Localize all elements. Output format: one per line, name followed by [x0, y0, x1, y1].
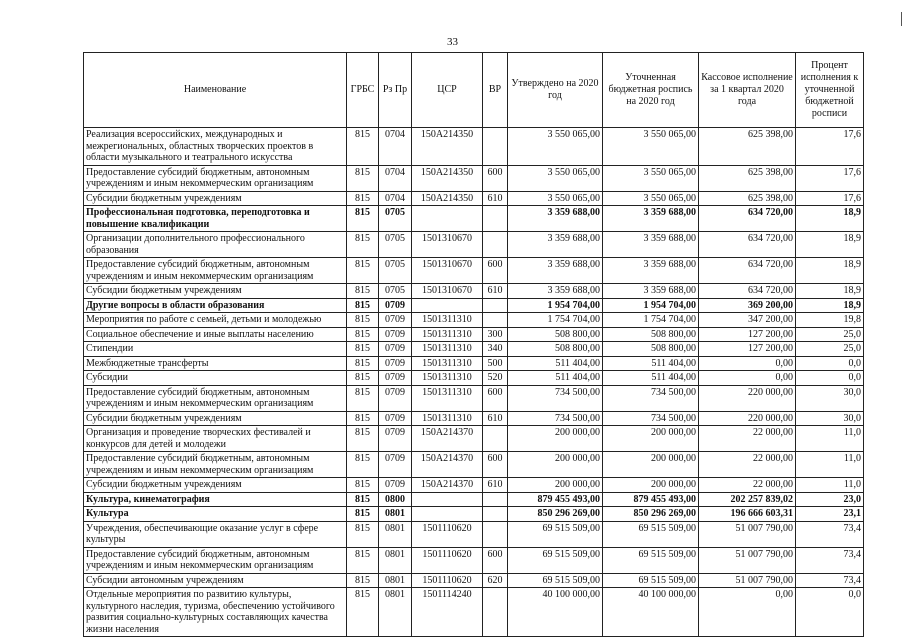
cell-cash: 0,00: [699, 588, 796, 637]
cell-approved: 69 515 509,00: [508, 521, 603, 547]
table-row: [84, 313, 864, 328]
cell-rzpr: 0705: [379, 284, 412, 299]
cell-cash: 220 000,00: [699, 411, 796, 426]
cell-csr: 150A214350: [412, 165, 483, 191]
header-vr: ВР: [483, 53, 508, 128]
cell-grbs: 815: [347, 385, 379, 411]
cell-rzpr: 0709: [379, 371, 412, 386]
cell-csr: 1501311310: [412, 411, 483, 426]
cell-cash: 347 200,00: [699, 313, 796, 328]
header-approved: Утверждено на 2020 год: [508, 53, 603, 128]
cell-vr: [483, 588, 508, 637]
cell-approved: 200 000,00: [508, 452, 603, 478]
cell-vr: 620: [483, 573, 508, 588]
header-cash: Кассовое исполнение за 1 квартал 2020 года: [699, 53, 796, 128]
table-row: [84, 298, 864, 313]
cell-rzpr: 0709: [379, 411, 412, 426]
cell-cash: 22 000,00: [699, 452, 796, 478]
cell-grbs: 815: [347, 313, 379, 328]
cell-approved: 879 455 493,00: [508, 492, 603, 507]
cell-rzpr: 0709: [379, 452, 412, 478]
cell-rzpr: 0705: [379, 232, 412, 258]
cell-approved: 200 000,00: [508, 478, 603, 493]
cell-name: Предоставление субсидий бюджетным, автономным учреждениям и иным некоммерческим организациям: [84, 258, 347, 284]
cell-percent: 11,0: [796, 478, 864, 493]
cell-grbs: 815: [347, 426, 379, 452]
cell-grbs: 815: [347, 232, 379, 258]
cell-grbs: 815: [347, 327, 379, 342]
cell-percent: 19,8: [796, 313, 864, 328]
cell-percent: 17,6: [796, 165, 864, 191]
table-row: [84, 128, 864, 166]
table-row: [84, 258, 864, 284]
cell-approved: 511 404,00: [508, 371, 603, 386]
cell-refined: 3 359 688,00: [603, 258, 699, 284]
cell-vr: [483, 298, 508, 313]
cell-csr: 1501311310: [412, 342, 483, 357]
cell-refined: 3 550 065,00: [603, 191, 699, 206]
cell-grbs: 815: [347, 258, 379, 284]
cell-vr: 300: [483, 327, 508, 342]
table-row: [84, 573, 864, 588]
cell-csr: 150A214370: [412, 452, 483, 478]
cell-grbs: 815: [347, 492, 379, 507]
cell-rzpr: 0801: [379, 547, 412, 573]
table-row: [84, 342, 864, 357]
cell-approved: 1 754 704,00: [508, 313, 603, 328]
cell-approved: 3 359 688,00: [508, 232, 603, 258]
cell-cash: 369 200,00: [699, 298, 796, 313]
table-row: [84, 492, 864, 507]
cell-refined: 3 550 065,00: [603, 128, 699, 166]
cell-cash: 22 000,00: [699, 478, 796, 493]
cell-refined: 1 954 704,00: [603, 298, 699, 313]
page-number: 33: [447, 36, 458, 48]
cell-percent: 18,9: [796, 298, 864, 313]
cell-approved: 3 550 065,00: [508, 191, 603, 206]
cell-rzpr: 0709: [379, 327, 412, 342]
cell-approved: 3 359 688,00: [508, 284, 603, 299]
cell-vr: 600: [483, 452, 508, 478]
cell-vr: [483, 507, 508, 522]
cell-percent: 25,0: [796, 342, 864, 357]
cell-cash: 634 720,00: [699, 232, 796, 258]
cell-vr: [483, 492, 508, 507]
cell-refined: 734 500,00: [603, 411, 699, 426]
cell-refined: 200 000,00: [603, 478, 699, 493]
cell-vr: 610: [483, 478, 508, 493]
cell-grbs: 815: [347, 521, 379, 547]
cell-name: Предоставление субсидий бюджетным, автономным учреждениям и иным некоммерческим организациям: [84, 165, 347, 191]
cell-grbs: 815: [347, 371, 379, 386]
cell-name: Культура: [84, 507, 347, 522]
cell-csr: 1501110620: [412, 521, 483, 547]
cell-percent: 73,4: [796, 521, 864, 547]
header-rzpr: Рз Пр: [379, 53, 412, 128]
cell-name: Культура, кинематография: [84, 492, 347, 507]
cell-grbs: 815: [347, 411, 379, 426]
cell-approved: 508 800,00: [508, 327, 603, 342]
page-edge-mark: [901, 12, 902, 26]
cell-rzpr: 0800: [379, 492, 412, 507]
cell-percent: 18,9: [796, 258, 864, 284]
cell-csr: 1501310670: [412, 258, 483, 284]
cell-refined: 1 754 704,00: [603, 313, 699, 328]
cell-refined: 69 515 509,00: [603, 573, 699, 588]
cell-csr: [412, 298, 483, 313]
cell-cash: 51 007 790,00: [699, 521, 796, 547]
cell-csr: [412, 206, 483, 232]
cell-approved: 3 359 688,00: [508, 258, 603, 284]
table-row: [84, 588, 864, 637]
cell-grbs: 815: [347, 165, 379, 191]
cell-csr: 1501311310: [412, 385, 483, 411]
cell-rzpr: 0705: [379, 206, 412, 232]
cell-grbs: 815: [347, 478, 379, 493]
cell-grbs: 815: [347, 547, 379, 573]
cell-vr: [483, 521, 508, 547]
cell-cash: 22 000,00: [699, 426, 796, 452]
cell-grbs: 815: [347, 191, 379, 206]
cell-approved: 3 550 065,00: [508, 165, 603, 191]
cell-cash: 634 720,00: [699, 284, 796, 299]
cell-name: Мероприятия по работе с семьей, детьми и молодежью: [84, 313, 347, 328]
cell-approved: 734 500,00: [508, 385, 603, 411]
cell-refined: 200 000,00: [603, 452, 699, 478]
cell-refined: 69 515 509,00: [603, 521, 699, 547]
table-row: [84, 232, 864, 258]
cell-rzpr: 0709: [379, 342, 412, 357]
cell-refined: 511 404,00: [603, 371, 699, 386]
cell-vr: [483, 426, 508, 452]
cell-grbs: 815: [347, 356, 379, 371]
cell-csr: [412, 507, 483, 522]
cell-cash: 625 398,00: [699, 165, 796, 191]
cell-vr: 610: [483, 191, 508, 206]
header-percent: Процент исполнения к уточненной бюджетной росписи: [796, 53, 864, 128]
budget-table: [83, 52, 864, 637]
cell-vr: [483, 313, 508, 328]
cell-grbs: 815: [347, 206, 379, 232]
cell-approved: 850 296 269,00: [508, 507, 603, 522]
cell-name: Субсидии бюджетным учреждениям: [84, 284, 347, 299]
cell-refined: 508 800,00: [603, 327, 699, 342]
cell-name: Организация и проведение творческих фестивалей и конкурсов для детей и молодежи: [84, 426, 347, 452]
cell-cash: 220 000,00: [699, 385, 796, 411]
cell-csr: 1501311310: [412, 313, 483, 328]
cell-vr: [483, 206, 508, 232]
cell-csr: 1501310670: [412, 232, 483, 258]
cell-rzpr: 0705: [379, 258, 412, 284]
cell-percent: 25,0: [796, 327, 864, 342]
cell-grbs: 815: [347, 284, 379, 299]
cell-grbs: 815: [347, 342, 379, 357]
cell-csr: 1501311310: [412, 356, 483, 371]
table-body: [84, 128, 864, 637]
cell-percent: 17,6: [796, 191, 864, 206]
cell-percent: 18,9: [796, 232, 864, 258]
cell-name: Субсидии: [84, 371, 347, 386]
cell-percent: 11,0: [796, 452, 864, 478]
cell-percent: 23,0: [796, 492, 864, 507]
cell-refined: 734 500,00: [603, 385, 699, 411]
cell-name: Субсидии бюджетным учреждениям: [84, 478, 347, 493]
table-row: [84, 411, 864, 426]
cell-refined: 508 800,00: [603, 342, 699, 357]
cell-cash: 127 200,00: [699, 342, 796, 357]
cell-cash: 634 720,00: [699, 258, 796, 284]
cell-refined: 511 404,00: [603, 356, 699, 371]
cell-grbs: 815: [347, 573, 379, 588]
cell-name: Межбюджетные трансферты: [84, 356, 347, 371]
cell-percent: 0,0: [796, 371, 864, 386]
table-row: [84, 327, 864, 342]
cell-percent: 0,0: [796, 588, 864, 637]
cell-rzpr: 0709: [379, 298, 412, 313]
cell-csr: 1501311310: [412, 371, 483, 386]
cell-vr: 600: [483, 385, 508, 411]
cell-name: Субсидии автономным учреждениям: [84, 573, 347, 588]
cell-cash: 0,00: [699, 371, 796, 386]
cell-cash: 196 666 603,31: [699, 507, 796, 522]
table-row: [84, 191, 864, 206]
cell-grbs: 815: [347, 452, 379, 478]
cell-cash: 625 398,00: [699, 128, 796, 166]
cell-cash: 202 257 839,02: [699, 492, 796, 507]
cell-csr: 1501110620: [412, 573, 483, 588]
cell-csr: 1501311310: [412, 327, 483, 342]
cell-name: Профессиональная подготовка, переподготовка и повышение квалификации: [84, 206, 347, 232]
header-name: Наименование: [84, 53, 347, 128]
cell-vr: [483, 128, 508, 166]
cell-refined: 200 000,00: [603, 426, 699, 452]
cell-rzpr: 0801: [379, 521, 412, 547]
cell-refined: 3 550 065,00: [603, 165, 699, 191]
cell-vr: [483, 232, 508, 258]
cell-rzpr: 0704: [379, 128, 412, 166]
cell-percent: 23,1: [796, 507, 864, 522]
table-row: [84, 356, 864, 371]
cell-refined: 3 359 688,00: [603, 232, 699, 258]
table-row: [84, 452, 864, 478]
cell-name: Учреждения, обеспечивающие оказание услуг в сфере культуры: [84, 521, 347, 547]
cell-refined: 3 359 688,00: [603, 206, 699, 232]
cell-percent: 73,4: [796, 547, 864, 573]
cell-refined: 879 455 493,00: [603, 492, 699, 507]
cell-csr: 150A214370: [412, 426, 483, 452]
cell-name: Предоставление субсидий бюджетным, автономным учреждениям и иным некоммерческим организациям: [84, 385, 347, 411]
cell-vr: 520: [483, 371, 508, 386]
cell-vr: 600: [483, 258, 508, 284]
table-row: [84, 165, 864, 191]
cell-percent: 0,0: [796, 356, 864, 371]
cell-csr: 150A214370: [412, 478, 483, 493]
table-row: [84, 547, 864, 573]
header-grbs: ГРБС: [347, 53, 379, 128]
cell-csr: 150A214350: [412, 128, 483, 166]
cell-name: Предоставление субсидий бюджетным, автономным учреждениям и иным некоммерческим организациям: [84, 452, 347, 478]
cell-csr: 1501110620: [412, 547, 483, 573]
cell-name: Субсидии бюджетным учреждениям: [84, 191, 347, 206]
header-csr: ЦСР: [412, 53, 483, 128]
cell-approved: 69 515 509,00: [508, 573, 603, 588]
cell-grbs: 815: [347, 507, 379, 522]
cell-grbs: 815: [347, 588, 379, 637]
cell-vr: 610: [483, 411, 508, 426]
cell-cash: 634 720,00: [699, 206, 796, 232]
cell-vr: 600: [483, 165, 508, 191]
cell-percent: 30,0: [796, 411, 864, 426]
cell-rzpr: 0709: [379, 385, 412, 411]
cell-name: Другие вопросы в области образования: [84, 298, 347, 313]
cell-rzpr: 0709: [379, 426, 412, 452]
cell-approved: 3 550 065,00: [508, 128, 603, 166]
cell-csr: 1501310670: [412, 284, 483, 299]
cell-approved: 734 500,00: [508, 411, 603, 426]
cell-cash: 0,00: [699, 356, 796, 371]
table-header-row: [84, 53, 864, 128]
cell-percent: 18,9: [796, 284, 864, 299]
table-row: [84, 284, 864, 299]
cell-cash: 625 398,00: [699, 191, 796, 206]
cell-rzpr: 0801: [379, 573, 412, 588]
table-row: [84, 426, 864, 452]
cell-csr: 1501114240: [412, 588, 483, 637]
cell-percent: 30,0: [796, 385, 864, 411]
cell-rzpr: 0801: [379, 507, 412, 522]
cell-name: Реализация всероссийских, международных и межрегиональных, областных творческих проектов в области музыкального и театрального искусства: [84, 128, 347, 166]
table-row: [84, 385, 864, 411]
cell-cash: 127 200,00: [699, 327, 796, 342]
cell-name: Социальное обеспечение и иные выплаты населению: [84, 327, 347, 342]
table-row: [84, 371, 864, 386]
cell-cash: 51 007 790,00: [699, 547, 796, 573]
cell-rzpr: 0709: [379, 478, 412, 493]
cell-grbs: 815: [347, 298, 379, 313]
cell-name: Отдельные мероприятия по развитию культуры, культурного наследия, туризма, обеспечению устойчивого развития социально-культурных составляющих качества жизни населения: [84, 588, 347, 637]
cell-cash: 51 007 790,00: [699, 573, 796, 588]
cell-rzpr: 0801: [379, 588, 412, 637]
cell-percent: 73,4: [796, 573, 864, 588]
cell-rzpr: 0709: [379, 356, 412, 371]
cell-name: Организации дополнительного профессионального образования: [84, 232, 347, 258]
cell-percent: 11,0: [796, 426, 864, 452]
cell-vr: 340: [483, 342, 508, 357]
cell-refined: 3 359 688,00: [603, 284, 699, 299]
cell-grbs: 815: [347, 128, 379, 166]
cell-name: Стипендии: [84, 342, 347, 357]
cell-approved: 1 954 704,00: [508, 298, 603, 313]
cell-percent: 17,6: [796, 128, 864, 166]
cell-rzpr: 0704: [379, 191, 412, 206]
cell-csr: [412, 492, 483, 507]
cell-name: Субсидии бюджетным учреждениям: [84, 411, 347, 426]
cell-approved: 3 359 688,00: [508, 206, 603, 232]
table-row: [84, 206, 864, 232]
cell-csr: 150A214350: [412, 191, 483, 206]
cell-approved: 69 515 509,00: [508, 547, 603, 573]
cell-approved: 511 404,00: [508, 356, 603, 371]
cell-rzpr: 0704: [379, 165, 412, 191]
table-row: [84, 521, 864, 547]
cell-refined: 850 296 269,00: [603, 507, 699, 522]
cell-approved: 200 000,00: [508, 426, 603, 452]
header-refined: Уточненная бюджетная роспись на 2020 год: [603, 53, 699, 128]
cell-approved: 508 800,00: [508, 342, 603, 357]
cell-vr: 600: [483, 547, 508, 573]
cell-approved: 40 100 000,00: [508, 588, 603, 637]
cell-vr: 610: [483, 284, 508, 299]
table-row: [84, 507, 864, 522]
cell-rzpr: 0709: [379, 313, 412, 328]
cell-refined: 40 100 000,00: [603, 588, 699, 637]
table-row: [84, 478, 864, 493]
cell-percent: 18,9: [796, 206, 864, 232]
cell-vr: 500: [483, 356, 508, 371]
cell-name: Предоставление субсидий бюджетным, автономным учреждениям и иным некоммерческим организациям: [84, 547, 347, 573]
cell-refined: 69 515 509,00: [603, 547, 699, 573]
